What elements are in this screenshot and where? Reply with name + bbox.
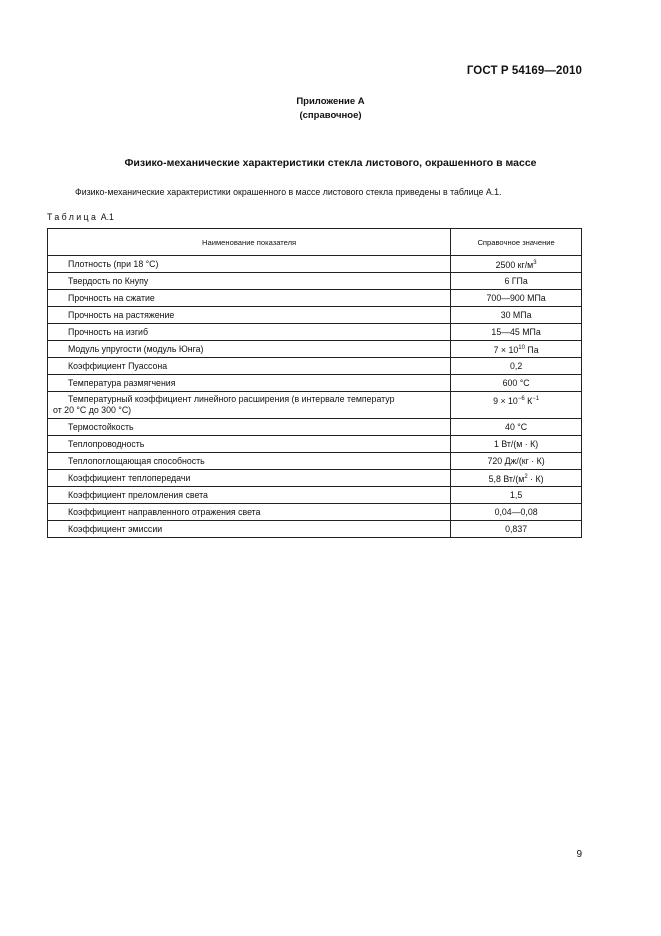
property-value: 720 Дж/(кг · К) (451, 453, 582, 470)
properties-table (47, 228, 582, 538)
table-row (48, 504, 582, 521)
column-header-value: Справочное значение (451, 229, 582, 256)
page-number: 9 (576, 849, 582, 860)
annex-status: (справочное) (299, 110, 362, 121)
property-value: 15—45 МПа (451, 324, 582, 341)
annex-label: Приложение А (296, 96, 365, 107)
table-row (48, 470, 582, 487)
table-caption-number: А.1 (100, 212, 114, 222)
property-name: Коэффициент эмиссии (48, 521, 451, 538)
property-name: Плотность (при 18 °С) (48, 256, 451, 273)
property-value: 6 ГПа (451, 273, 582, 290)
property-name: Коэффициент направленного отражения света (48, 504, 451, 521)
property-value: 0,837 (451, 521, 582, 538)
property-name: Теплопоглощающая способность (48, 453, 451, 470)
table-row (48, 436, 582, 453)
property-name: Термостойкость (48, 419, 451, 436)
property-name: Коэффициент Пуассона (48, 358, 451, 375)
table-row (48, 419, 582, 436)
property-value: 1 Вт/(м · К) (451, 436, 582, 453)
property-name: Твердость по Кнупу (48, 273, 451, 290)
table-header-row (48, 229, 582, 256)
table-row (48, 358, 582, 375)
property-name: Модуль упругости (модуль Юнга) (48, 341, 451, 358)
property-value: 2500 $кг/м^3$ (451, 256, 582, 273)
property-value: $7 \times 10^{10}$ Па (451, 341, 582, 358)
property-name: Теплопроводность (48, 436, 451, 453)
table-caption-word: Таблица (47, 212, 99, 222)
property-name: Коэффициент преломления света (48, 487, 451, 504)
annex-title: Физико-механические характеристики стекла листового, окрашенного в массе (124, 157, 537, 169)
table-row (48, 290, 582, 307)
table-caption (47, 212, 114, 222)
property-value: 700—900 МПа (451, 290, 582, 307)
property-name: Прочность на изгиб (48, 324, 451, 341)
property-value: $9 \times 10^{-6}$ $К^{-1}$ (451, 392, 582, 419)
table-row (48, 487, 582, 504)
table-row (48, 307, 582, 324)
table-row (48, 375, 582, 392)
table-row (48, 521, 582, 538)
property-value: 40 °С (451, 419, 582, 436)
property-name: Температурный коэффициент линейного расширения (в интервале температур от 20 °С до 300 °С) (48, 392, 451, 419)
property-value: 5,8 $Вт/(м^2 \cdot К)$ (451, 470, 582, 487)
table-row (48, 341, 582, 358)
table-row (48, 256, 582, 273)
property-value: 0,04—0,08 (451, 504, 582, 521)
column-header-name: Наименование показателя (48, 229, 451, 256)
table-row (48, 324, 582, 341)
intro-paragraph: Физико-механические характеристики окрашенного в массе листового стекла приведены в таблице А.1. (75, 187, 502, 197)
property-name: Прочность на сжатие (48, 290, 451, 307)
table-row (48, 392, 582, 419)
property-value: 1,5 (451, 487, 582, 504)
property-name: Коэффициент теплопередачи (48, 470, 451, 487)
property-name: Температура размягчения (48, 375, 451, 392)
annex-heading (0, 95, 661, 123)
property-value: 30 МПа (451, 307, 582, 324)
table-row (48, 453, 582, 470)
table-row (48, 273, 582, 290)
standard-number: ГОСТ Р 54169—2010 (466, 65, 582, 77)
property-name: Прочность на растяжение (48, 307, 451, 324)
property-value: 0,2 (451, 358, 582, 375)
property-value: 600 °С (451, 375, 582, 392)
